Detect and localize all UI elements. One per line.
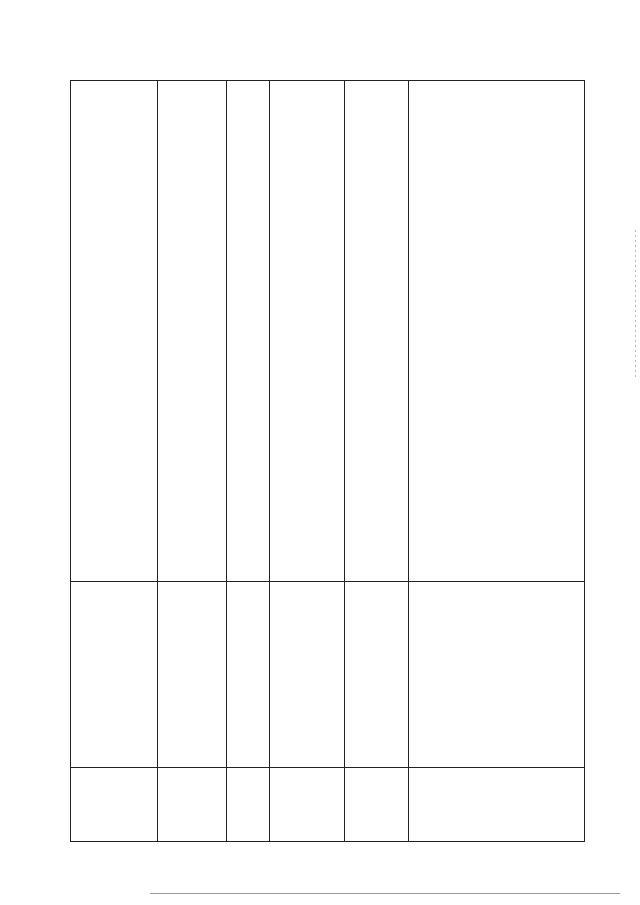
scan-bottom-line	[150, 893, 620, 894]
drug-table	[70, 80, 585, 842]
column-divider	[157, 81, 158, 841]
row-divider	[71, 767, 584, 768]
column-divider	[344, 81, 345, 841]
column-divider	[269, 81, 270, 841]
column-divider	[408, 81, 409, 841]
row-divider	[71, 581, 584, 582]
scan-edge-mark	[635, 230, 636, 380]
column-divider	[226, 81, 227, 841]
